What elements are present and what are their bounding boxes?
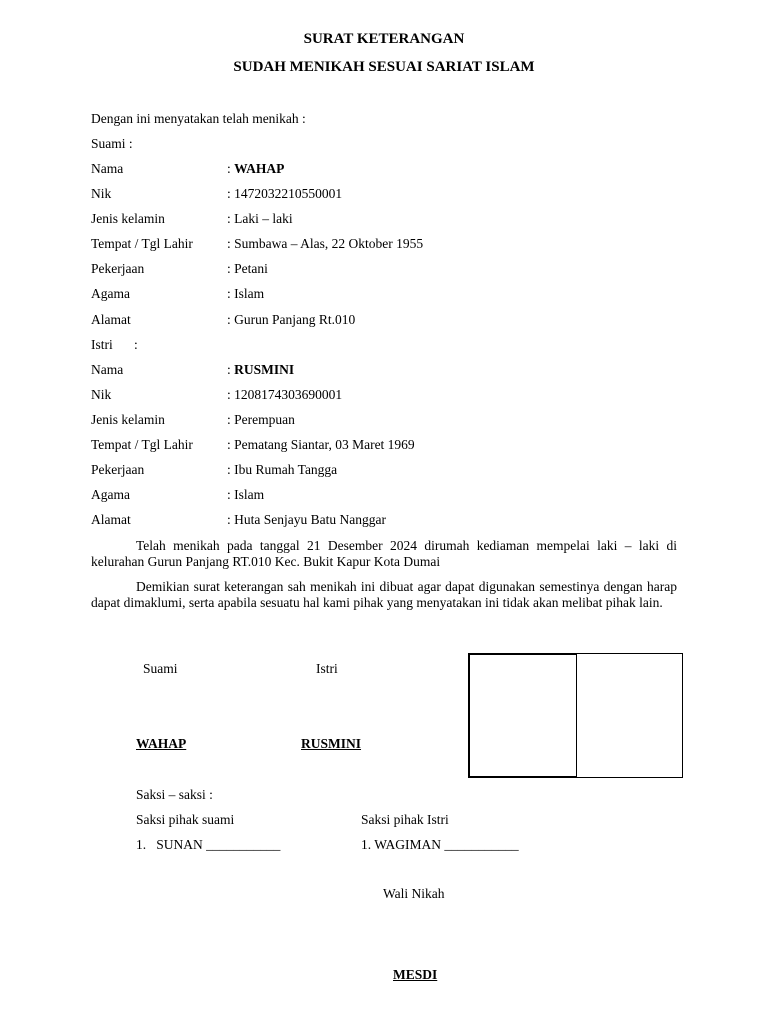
field-label: Nik xyxy=(91,186,112,201)
wife-signature-name: RUSMINI xyxy=(301,736,362,751)
field-label: Alamat xyxy=(91,512,131,527)
field-label: Agama xyxy=(91,286,130,301)
field-label: Tempat / Tgl Lahir xyxy=(91,437,193,452)
field-label: Nik xyxy=(91,387,112,402)
closing-paragraph: Demikian surat keterangan sah menikah ini dibuat agar dapat digunakan semestinya dengan harap dapat dimaklumi, serta apabila sesuatu hal kami pihak yang menyatakan ini tidak akan melibat pihak lain. xyxy=(91,579,677,610)
field-value: : Islam xyxy=(227,286,265,301)
field-value: : Petani xyxy=(227,261,268,276)
document-subtitle: SUDAH MENIKAH SESUAI SARIAT ISLAM xyxy=(233,59,535,75)
field-value: : 1472032210550001 xyxy=(227,186,343,201)
husband-gender-row xyxy=(91,211,691,231)
husband-heading: Suami : xyxy=(91,136,133,151)
field-value: : Ibu Rumah Tangga xyxy=(227,462,338,477)
wife-signature-label: Istri xyxy=(316,661,338,676)
field-label: Jenis kelamin xyxy=(91,211,165,226)
husband-address-row xyxy=(91,312,691,332)
husband-signature-label: Suami xyxy=(143,661,178,676)
field-value: : Sumbawa – Alas, 22 Oktober 1955 xyxy=(227,236,424,251)
guardian-label: Wali Nikah xyxy=(383,886,445,901)
marriage-statement-paragraph: Telah menikah pada tanggal 21 Desember 2024 dirumah kediaman mempelai laki – laki di kelurahan Gurun Panjang RT.010 Kec. Bukit Kapur Kota Dumai xyxy=(91,538,677,569)
wife-birth-row xyxy=(91,437,691,457)
field-label: Alamat xyxy=(91,312,131,327)
wife-name-row xyxy=(91,362,691,382)
intro-statement: Dengan ini menyatakan telah menikah : xyxy=(91,111,306,126)
husband-birth-row xyxy=(91,236,691,256)
husband-witness-1: 1. SUNAN ___________ xyxy=(136,837,281,852)
husband-signature-name: WAHAP xyxy=(136,736,187,751)
husband-religion-row xyxy=(91,286,691,306)
field-value: : Pematang Siantar, 03 Maret 1969 xyxy=(227,437,415,452)
wife-witness-label: Saksi pihak Istri xyxy=(361,812,449,827)
wife-address-row xyxy=(91,512,691,532)
wife-heading: Istri : xyxy=(91,337,138,352)
wife-nik-row xyxy=(91,387,691,407)
field-value: : Huta Senjayu Batu Nanggar xyxy=(227,512,386,527)
document-title: SURAT KETERANGAN xyxy=(303,31,465,47)
husband-witness-label: Saksi pihak suami xyxy=(136,812,235,827)
field-label: Nama xyxy=(91,161,124,176)
field-label: Jenis kelamin xyxy=(91,412,165,427)
field-value: : Laki – laki xyxy=(227,211,293,226)
field-value: : Perempuan xyxy=(227,412,295,427)
field-value: : WAHAP xyxy=(227,161,285,176)
field-value: : Gurun Panjang Rt.010 xyxy=(227,312,356,327)
field-label: Tempat / Tgl Lahir xyxy=(91,236,193,251)
guardian-name: MESDI xyxy=(393,967,438,982)
field-value: : 1208174303690001 xyxy=(227,387,343,402)
husband-name-value: WAHAP xyxy=(234,161,285,176)
photo-box-left xyxy=(468,653,577,778)
photo-box-right xyxy=(576,653,683,778)
field-label: Nama xyxy=(91,362,124,377)
field-label: Pekerjaan xyxy=(91,462,145,477)
field-label: Agama xyxy=(91,487,130,502)
wife-witness-1: 1. WAGIMAN ___________ xyxy=(361,837,519,852)
wife-job-row xyxy=(91,462,691,482)
husband-job-row xyxy=(91,261,691,281)
wife-religion-row xyxy=(91,487,691,507)
witnesses-heading: Saksi – saksi : xyxy=(136,787,213,802)
wife-gender-row xyxy=(91,412,691,432)
field-value: : RUSMINI xyxy=(227,362,295,377)
husband-nik-row xyxy=(91,186,691,206)
field-label: Pekerjaan xyxy=(91,261,145,276)
wife-name-value: RUSMINI xyxy=(234,362,295,377)
field-value: : Islam xyxy=(227,487,265,502)
husband-name-row xyxy=(91,161,691,181)
